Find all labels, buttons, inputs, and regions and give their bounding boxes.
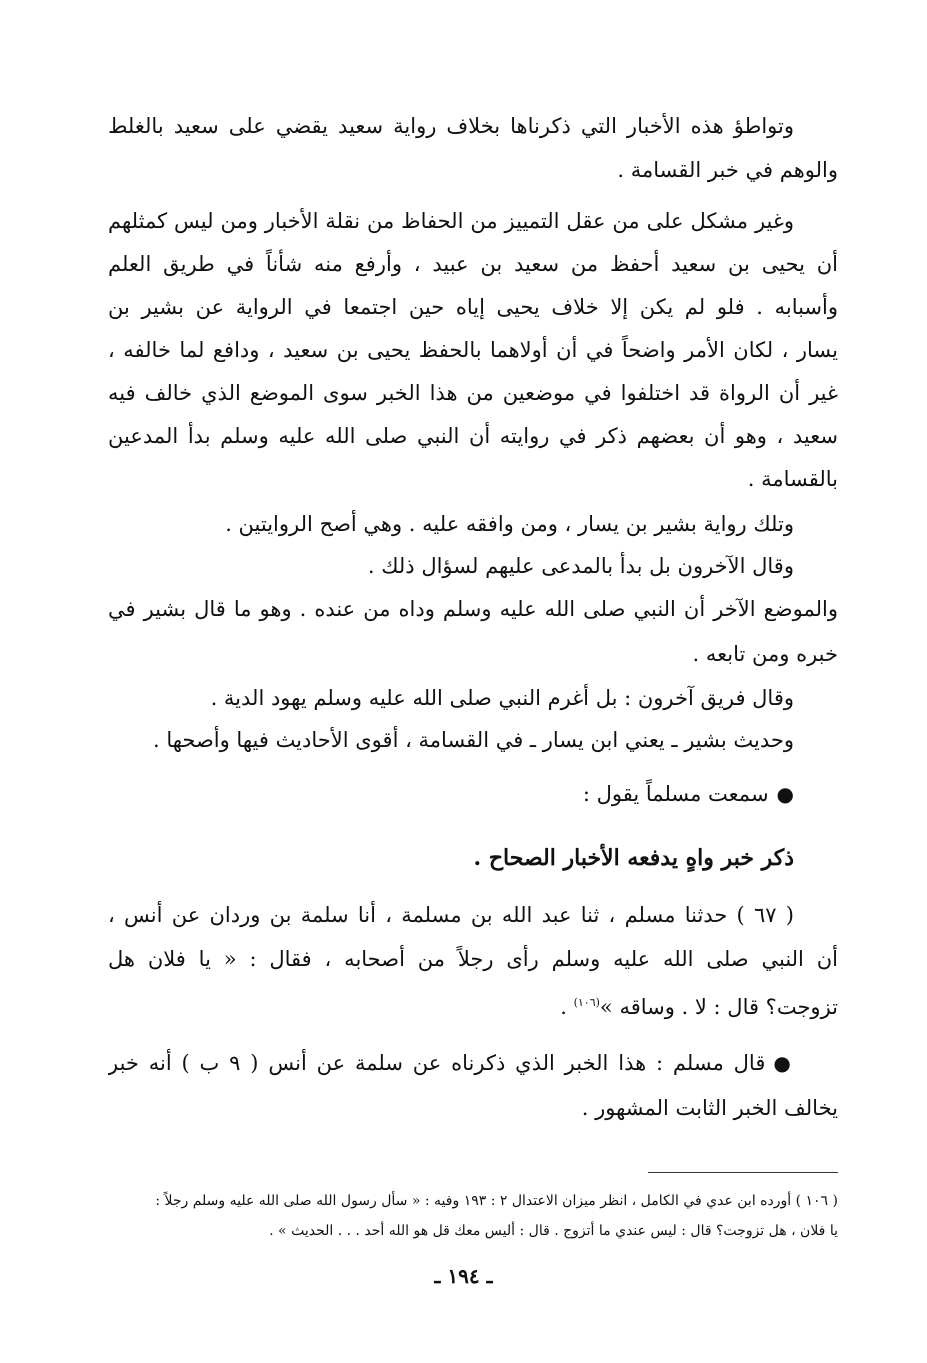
comment-paragraph [108, 1041, 838, 1131]
text-line: يخالف الخبر الثابت المشهور . [581, 1096, 838, 1120]
text-line: والوهم في خبر القسامة . [617, 158, 838, 182]
bullet-icon: ● [776, 782, 794, 806]
text-line: وتواطؤ هذه الأخبار التي ذكرناها بخلاف رواية سعيد يقضي على سعيد بالغلط [108, 114, 794, 138]
footnote-divider [648, 1172, 838, 1173]
footnote-reference: (١٠٦) [573, 996, 600, 1009]
hadith-period: . [560, 995, 574, 1019]
text-line: سعيد ، وهو أن بعضهم ذكر في روايته أن النبي صلى الله عليه وسلم بدأ المدعين [108, 424, 838, 448]
bullet-text: سمعت مسلماً يقول : [582, 782, 769, 806]
text-line: وحديث بشير ـ يعني ابن يسار ـ في القسامة ، أقوى الأحاديث فيها وأصحها . [152, 728, 794, 752]
text-line [108, 773, 838, 815]
paragraph-6 [108, 677, 838, 719]
paragraph-2 [108, 200, 838, 501]
footnote-line: ( ١٠٦ ) أورده ابن عدي في الكامل ، انظر ميزان الاعتدال ٢ : ١٩٣ وفيه : « سأل رسول الله صلى الله عليه وسلم رجلاً : [155, 1193, 838, 1209]
paragraph-1 [108, 104, 838, 192]
text-line: ( ٦٧ ) حدثنا مسلم ، ثنا عبد الله بن مسلمة ، أنا سلمة بن وردان عن أنس ، [108, 903, 795, 927]
text-line [108, 981, 838, 1029]
text-line: وتلك رواية بشير بن يسار ، ومن وافقه عليه . وهي أصح الروايتين . [225, 512, 794, 536]
text-line: بالقسامة . [747, 467, 838, 491]
text-line: وقال الآخرون بل بدأ بالمدعى عليهم لسؤال ذلك . [367, 554, 794, 578]
bullet-icon: ● [773, 1051, 794, 1075]
section-heading: ذكر خبر واهٍ يدفعه الأخبار الصحاح . [473, 845, 794, 871]
text-line: أن النبي صلى الله عليه وسلم رأى رجلاً من أصحابه ، فقال : « يا فلان هل [108, 947, 838, 971]
text-line: والموضع الآخر أن النبي صلى الله عليه وسلم وداه من عنده . وهو ما قال بشير في [108, 597, 838, 621]
text-line [108, 1041, 838, 1086]
text-line: غير أن الرواة قد اختلفوا في موضعين من هذا الخبر سوى الموضع الذي خالف فيه [108, 381, 838, 405]
comment-text: قال مسلم : هذا الخبر الذي ذكرناه عن سلمة عن أنس ( ٩ ب ) أنه خبر [108, 1051, 766, 1075]
main-text [108, 104, 838, 1131]
paragraph-4 [108, 545, 838, 587]
hadith-paragraph [108, 893, 838, 1029]
footnotes [108, 1186, 838, 1246]
text-line: وغير مشكل على من عقل التمييز من الحفاظ من نقلة الأخبار ومن ليس كمثلهم [108, 209, 794, 233]
paragraph-7 [108, 719, 838, 761]
text-line: وقال فريق آخرون : بل أغرم النبي صلى الله عليه وسلم يهود الدية . [210, 686, 794, 710]
hadith-text-end: تزوجت؟ قال : لا . وساقه » [599, 995, 838, 1019]
text-line: خبره ومن تابعه . [692, 642, 838, 666]
paragraph-5 [108, 587, 838, 677]
page-number: ـ ١٩٤ ـ [434, 1264, 493, 1288]
footnote-line: يا فلان ، هل تزوجت؟ قال : ليس عندي ما أتزوج . قال : أليس معك قل هو الله أحد . . . الحديث » . [269, 1223, 838, 1239]
text-line: وأسبابه . فلو لم يكن إلا خلاف يحيى إياه حين اجتمعا في الرواية عن بشير بن [108, 295, 838, 319]
text-line: يسار ، لكان الأمر واضحاً في أن أولاهما بالحفظ يحيى بن سعيد ، ودافع لما خالفه ، [108, 338, 838, 362]
paragraph-3 [108, 503, 838, 545]
bullet-paragraph [108, 773, 838, 815]
text-line: أن يحيى بن سعيد أحفظ من سعيد بن عبيد ، وأرفع منه شأناً في طريق العلم [108, 252, 838, 276]
